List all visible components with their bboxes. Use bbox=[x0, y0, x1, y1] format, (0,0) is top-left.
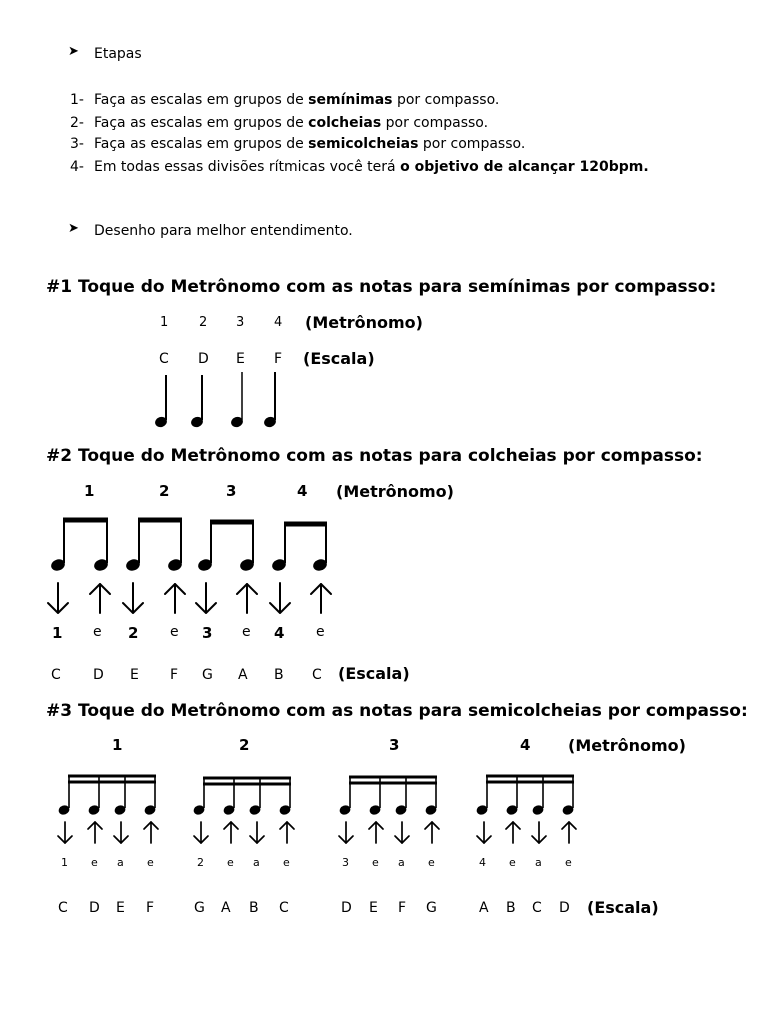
count-label: 4 bbox=[479, 856, 486, 869]
beat-label: 2 bbox=[239, 736, 250, 754]
count-label: a bbox=[535, 856, 542, 869]
arrowhead-bullet-icon: ➤ bbox=[68, 221, 79, 236]
step-text: Faça as escalas em grupos de semínimas por compasso. bbox=[94, 92, 500, 108]
note-label: C bbox=[159, 351, 169, 367]
step-number: 4- bbox=[70, 159, 84, 175]
note-label: D bbox=[198, 351, 209, 367]
note-label: E bbox=[369, 900, 378, 916]
note-label: A bbox=[238, 667, 248, 683]
note-label: F bbox=[398, 900, 407, 916]
note-label: B bbox=[506, 900, 516, 916]
arrow-up-icon bbox=[165, 584, 185, 613]
beat-label: 1 bbox=[112, 736, 123, 754]
metronome-label: (Metrônomo) bbox=[568, 736, 686, 755]
note-label: A bbox=[479, 900, 489, 916]
eighth-note-pair-icon bbox=[197, 521, 256, 573]
arrow-down-icon bbox=[250, 822, 264, 843]
arrow-down-icon bbox=[58, 822, 72, 843]
note-label: C bbox=[58, 900, 68, 916]
count-label: a bbox=[398, 856, 405, 869]
note-label: C bbox=[532, 900, 542, 916]
note-label: C bbox=[312, 667, 322, 683]
sixteenth-note-group-icon bbox=[475, 775, 574, 816]
arrow-up-icon bbox=[144, 822, 158, 843]
beat-label: 1 bbox=[84, 482, 95, 500]
count-label: 4 bbox=[274, 624, 285, 642]
arrow-down-icon bbox=[395, 822, 409, 843]
etapas-title: Etapas bbox=[94, 46, 142, 62]
beat-label: 4 bbox=[297, 482, 308, 500]
count-label: e bbox=[283, 856, 290, 869]
note-label: D bbox=[89, 900, 100, 916]
section3-heading: #3 Toque do Metrônomo com as notas para semicolcheias por compasso: bbox=[46, 701, 748, 721]
quarter-note-icon bbox=[154, 375, 169, 429]
step-text: Em todas essas divisões rítmicas você terá o objetivo de alcançar 120bpm. bbox=[94, 159, 649, 175]
note-label: F bbox=[170, 667, 179, 683]
metronome-label: (Metrônomo) bbox=[336, 482, 454, 501]
count-label: e bbox=[316, 624, 325, 640]
count-label: a bbox=[117, 856, 124, 869]
eighth-note-pair-icon bbox=[125, 519, 184, 573]
eighth-note-pair-icon bbox=[50, 519, 110, 573]
arrow-up-icon bbox=[88, 822, 102, 843]
count-label: e bbox=[93, 624, 102, 640]
arrow-down-icon bbox=[270, 583, 290, 613]
note-label: D bbox=[93, 667, 104, 683]
count-label: 2 bbox=[128, 624, 139, 642]
section1-heading: #1 Toque do Metrônomo com as notas para semínimas por compasso: bbox=[46, 277, 717, 297]
scale-label: (Escala) bbox=[338, 664, 410, 683]
desenho-text: Desenho para melhor entendimento. bbox=[94, 223, 353, 239]
arrow-up-icon bbox=[280, 822, 294, 843]
note-label: E bbox=[130, 667, 139, 683]
beat-label: 3 bbox=[226, 482, 237, 500]
count-label: e bbox=[242, 624, 251, 640]
step-number: 1- bbox=[70, 92, 84, 108]
count-label: 3 bbox=[202, 624, 213, 642]
count-label: e bbox=[227, 856, 234, 869]
arrow-down-icon bbox=[114, 822, 128, 843]
quarter-note-icon bbox=[230, 372, 245, 429]
count-label: e bbox=[509, 856, 516, 869]
arrow-down-icon bbox=[196, 583, 216, 613]
count-label: a bbox=[253, 856, 260, 869]
note-label: A bbox=[221, 900, 231, 916]
arrowhead-bullet-icon: ➤ bbox=[68, 44, 79, 59]
note-label: C bbox=[279, 900, 289, 916]
step-text: Faça as escalas em grupos de semicolcheias por compasso. bbox=[94, 136, 526, 152]
count-label: e bbox=[372, 856, 379, 869]
scale-label: (Escala) bbox=[303, 349, 375, 368]
count-label: e bbox=[91, 856, 98, 869]
note-label: G bbox=[426, 900, 437, 916]
section2-heading: #2 Toque do Metrônomo com as notas para colcheias por compasso: bbox=[46, 446, 703, 466]
step-text: Faça as escalas em grupos de colcheias por compasso. bbox=[94, 115, 489, 131]
arrow-up-icon bbox=[90, 584, 110, 613]
quarter-note-icon bbox=[263, 372, 278, 429]
scale-label: (Escala) bbox=[587, 898, 659, 917]
count-label: e bbox=[147, 856, 154, 869]
arrow-up-icon bbox=[369, 822, 383, 843]
sixteenth-note-group-icon bbox=[338, 776, 437, 816]
beat-label: 4 bbox=[274, 315, 283, 330]
beat-label: 2 bbox=[199, 315, 208, 330]
note-label: G bbox=[194, 900, 205, 916]
count-label: 2 bbox=[197, 856, 204, 869]
beat-label: 3 bbox=[236, 315, 245, 330]
sixteenth-note-group-icon bbox=[57, 775, 156, 816]
note-label: F bbox=[146, 900, 155, 916]
count-label: e bbox=[565, 856, 572, 869]
beat-label: 3 bbox=[389, 736, 400, 754]
count-label: 1 bbox=[52, 624, 63, 642]
note-label: C bbox=[51, 667, 61, 683]
arrow-down-icon bbox=[339, 822, 353, 843]
note-label: D bbox=[559, 900, 570, 916]
arrow-down-icon bbox=[194, 822, 208, 843]
arrow-down-icon bbox=[48, 583, 68, 613]
note-label: E bbox=[116, 900, 125, 916]
count-label: e bbox=[428, 856, 435, 869]
arrow-up-icon bbox=[237, 584, 257, 613]
eighth-note-pair-icon bbox=[271, 523, 329, 573]
arrow-down-icon bbox=[477, 822, 491, 843]
metronome-label: (Metrônomo) bbox=[305, 313, 423, 332]
note-label: E bbox=[236, 351, 245, 367]
quarter-note-icon bbox=[190, 375, 205, 429]
arrow-down-icon bbox=[532, 822, 546, 843]
step-number: 3- bbox=[70, 136, 84, 152]
arrow-down-icon bbox=[123, 583, 143, 613]
note-label: D bbox=[341, 900, 352, 916]
beat-label: 2 bbox=[159, 482, 170, 500]
beat-label: 4 bbox=[520, 736, 531, 754]
count-label: 1 bbox=[61, 856, 68, 869]
note-label: B bbox=[274, 667, 284, 683]
step-number: 2- bbox=[70, 115, 84, 131]
arrow-up-icon bbox=[224, 822, 238, 843]
note-label: F bbox=[274, 351, 283, 367]
beat-label: 1 bbox=[160, 315, 169, 330]
note-label: B bbox=[249, 900, 259, 916]
arrow-up-icon bbox=[311, 584, 331, 613]
count-label: 3 bbox=[342, 856, 349, 869]
arrow-up-icon bbox=[506, 822, 520, 843]
arrow-up-icon bbox=[425, 822, 439, 843]
sixteenth-note-group-icon bbox=[192, 777, 291, 816]
arrow-up-icon bbox=[562, 822, 576, 843]
note-label: G bbox=[202, 667, 213, 683]
count-label: e bbox=[170, 624, 179, 640]
